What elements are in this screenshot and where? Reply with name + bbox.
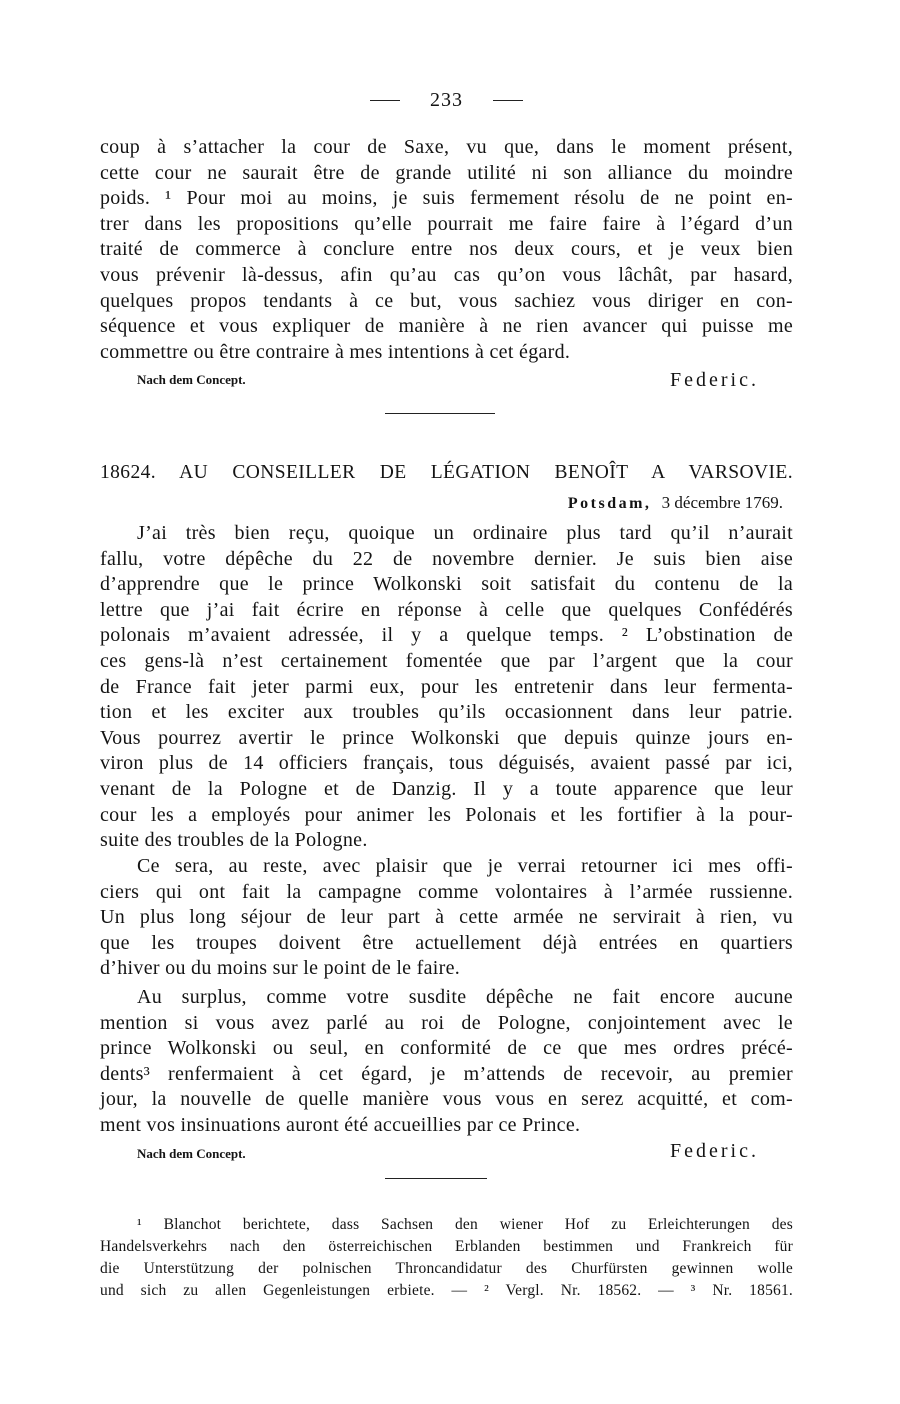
text-line: mention si vous avez parlé au roi de Pologne, conjointement avec le — [100, 1011, 793, 1034]
text-line: jour, la nouvelle de quelle manière vous vous en serez acquitté, et com- — [100, 1088, 793, 1111]
signature: Federic. — [670, 369, 759, 391]
text-line: Un plus long séjour de leur part à cette armée ne servirait à rien, vu — [100, 906, 793, 929]
text-line: Ce sera, au reste, avec plaisir que je verrai retourner ici mes offi- — [137, 855, 793, 877]
paragraph — [100, 985, 793, 1139]
text-line: ¹ Blanchot berichtete, dass Sachsen den wiener Hof zu Erleichterungen des — [137, 1216, 793, 1233]
text-line: d’hiver ou du moins sur le point de le faire. — [100, 957, 461, 980]
text-line: trer dans les propositions qu’elle pourrait me faire faire à l’égard d’un — [100, 212, 793, 235]
text-line: fallu, votre dépêche du 22 de novembre dernier. Je suis bien aise — [100, 547, 793, 570]
paragraph — [100, 521, 793, 854]
text-line: ciers qui ont fait la campagne comme volontaires à l’armée russienne. — [100, 880, 793, 903]
page-header — [100, 86, 793, 114]
text-line: viron plus de 14 officiers français, tous déguisés, avaient passé par ici, — [100, 752, 793, 775]
footnotes — [100, 1214, 793, 1302]
text-line: ces gens-là n’est certainement fomentée que par l’argent que la cour — [100, 649, 793, 672]
source-note: Nach dem Concept. — [137, 1146, 246, 1161]
header-rule-left — [370, 100, 400, 101]
text-line: vous prévenir là-dessus, afin qu’au cas qu’on vous lâchât, par hasard, — [100, 263, 793, 286]
paragraph — [100, 854, 793, 982]
page-number: 233 — [430, 89, 463, 111]
text-line: dents³ renfermaient à cet égard, je m’attends de recevoir, au premier — [100, 1062, 793, 1085]
text-line: cour les a employés pour animer les Polonais et les fortifier à la pour- — [100, 803, 793, 826]
text-line: polonais m’avaient adressée, il y a quelque temps. ² L’obstination de — [100, 624, 793, 647]
text-line: commettre ou être contraire à mes intentions à cet égard. — [100, 340, 571, 363]
separator-rule — [385, 413, 495, 414]
text-line: suite des troubles de la Pologne. — [100, 829, 368, 852]
text-line: séquence et vous expliquer de manière à ne rien avancer qui puisse me — [100, 315, 793, 338]
text-line: de France fait jeter parmi eux, pour les entretenir dans leur fermenta- — [100, 675, 793, 698]
text-line: tion et les exciter aux troubles qu’ils occasionnent dans leur patrie. — [100, 701, 793, 724]
text-line: ment vos insinuations auront été accueillies par ce Prince. — [100, 1113, 581, 1136]
text-line: die Unterstützung der polnischen Throncandidatur des Churfürsten gewinnen wolle — [100, 1260, 793, 1277]
header-rule-right — [493, 100, 523, 101]
signature: Federic. — [670, 1140, 759, 1162]
text-line: lettre que j’ai fait écrire en réponse à celle que quelques Confédérés — [100, 598, 793, 621]
text-line: d’apprendre que le prince Wolkonski soit satisfait du contenu de la — [100, 573, 793, 596]
paragraph-previous-letter-end — [100, 135, 793, 365]
text-line: cette cour ne saurait être de grande utilité ni son alliance du moindre — [100, 161, 793, 184]
text-line: Handelsverkehrs nach den österreichischen Erblanden bestimmen und Frankreich für — [100, 1238, 793, 1255]
letter-title: AU CONSEILLER DE LÉGATION BENOÎT A VARSOVIE. — [179, 462, 793, 483]
text-line: que les troupes doivent être actuellement déjà entrées en quartiers — [100, 931, 793, 954]
letter-heading — [100, 460, 793, 486]
separator-rule — [385, 1178, 487, 1179]
text-line: venant de la Pologne et de Danzig. Il y a toute apparence que leur — [100, 777, 793, 800]
text-line: J’ai très bien reçu, quoique un ordinaire plus tard qu’il n’aurait — [137, 522, 793, 544]
text-line: coup à s’attacher la cour de Saxe, vu que, dans le moment présent, — [100, 136, 793, 158]
text-line: poids. ¹ Pour moi au moins, je suis fermement résolu de ne point en- — [100, 187, 793, 210]
text-line: Vous pourrez avertir le prince Wolkonski que depuis quinze jours en- — [100, 726, 793, 749]
text-line: Au surplus, comme votre susdite dépêche ne fait encore aucune — [137, 986, 793, 1008]
text-line: und sich zu allen Gegenleistungen erbiete. — ² Vergl. Nr. 18562. — ³ Nr. 18561. — [100, 1282, 793, 1299]
text-line: traité de commerce à conclure entre nos deux cours, et je veux bien — [100, 238, 793, 261]
dateline-date: 3 décembre 1769. — [661, 493, 783, 512]
text-line: prince Wolkonski ou seul, en conformité de ce que mes ordres précé- — [100, 1037, 793, 1060]
letter-number: 18624. — [100, 462, 157, 483]
source-note: Nach dem Concept. — [137, 372, 246, 387]
dateline — [568, 490, 783, 517]
dateline-place: Potsdam, — [567, 495, 652, 512]
text-line: quelques propos tendants à ce but, vous sachiez vous diriger en con- — [100, 289, 793, 312]
